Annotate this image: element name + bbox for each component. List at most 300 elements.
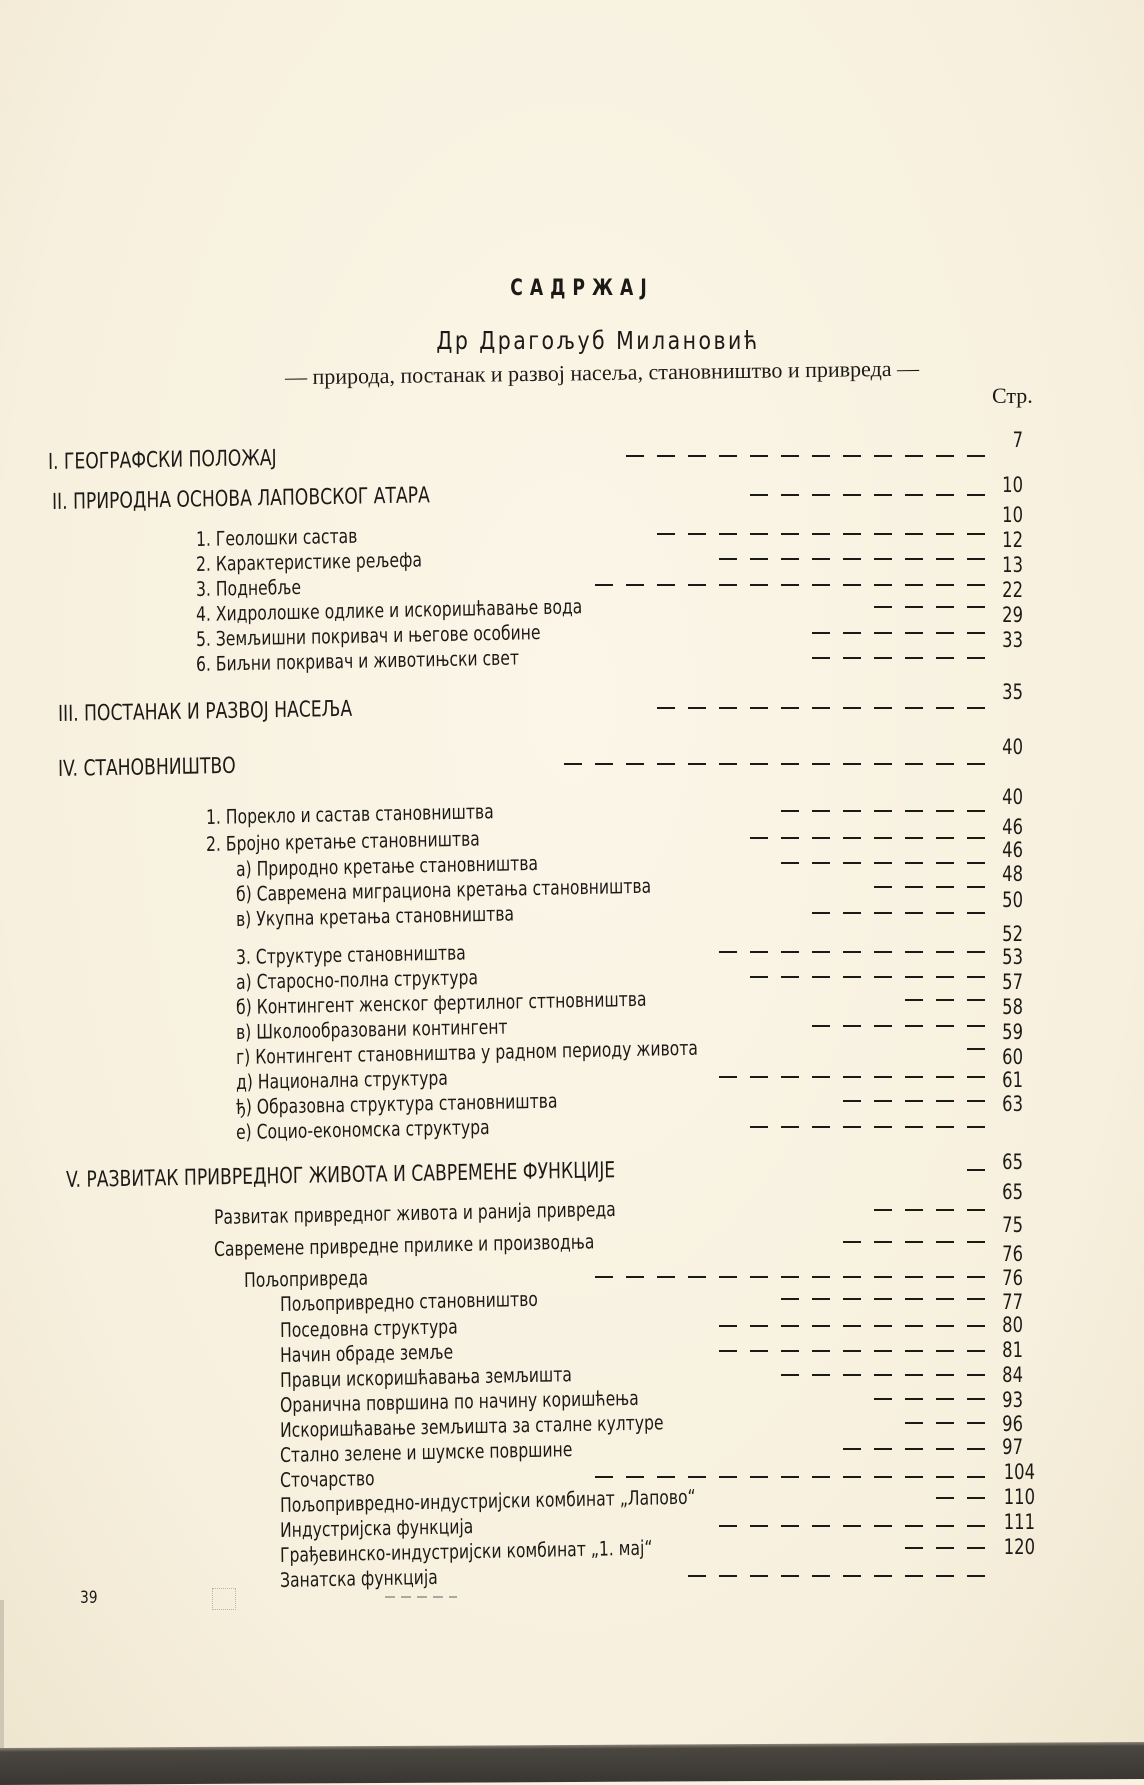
- leader-dash: [843, 837, 861, 839]
- toc-page-number: 75: [1002, 1213, 1023, 1237]
- leader-dash: [843, 533, 861, 535]
- leader-dash: [874, 763, 892, 765]
- leader-dash: [843, 1076, 861, 1078]
- leader-dash: [905, 455, 923, 457]
- leader-dash: [812, 1126, 830, 1128]
- leader-dash: [936, 1298, 954, 1300]
- toc-page-number: 12: [1002, 528, 1023, 552]
- toc-leader-dashes: [781, 1298, 985, 1300]
- leader-dash: [843, 1525, 861, 1527]
- toc-page-number: 84: [1002, 1363, 1023, 1387]
- toc-entry-label: 6. Биљни покривач и животињски свет: [195, 645, 520, 676]
- leader-dash: [750, 1325, 768, 1327]
- leader-dash: [781, 494, 799, 496]
- toc-entry-label: 1. Геолошки састав: [195, 523, 358, 551]
- leader-dash: [936, 1325, 954, 1327]
- toc-entry-label: V. РАЗВИТАК ПРИВРЕДНОГ ЖИВОТА И САВРЕМЕНЕ ФУНКЦИЈЕ: [65, 1158, 616, 1193]
- leader-dash: [967, 1525, 985, 1527]
- leader-dash: [843, 1325, 861, 1327]
- leader-dash: [905, 1241, 923, 1243]
- leader-dash: [936, 606, 954, 608]
- toc-page-number: 46: [1002, 838, 1023, 862]
- leader-dash: [874, 1575, 892, 1577]
- leader-dash: [905, 584, 923, 586]
- leader-dash: [688, 1476, 706, 1478]
- leader-dash: [812, 1076, 830, 1078]
- leader-dash: [781, 1374, 799, 1376]
- toc-entry-label: Поседовна структура: [279, 1314, 458, 1342]
- leader-dash: [936, 1100, 954, 1102]
- toc-page-number: 50: [1002, 888, 1023, 912]
- toc-leader-dashes: [781, 1374, 985, 1376]
- leader-dash: [874, 1350, 892, 1352]
- toc-page-number: 10: [1002, 473, 1023, 497]
- toc-entry-label: Правци искоришћавања земљишта: [279, 1362, 573, 1392]
- leader-dash: [905, 999, 923, 1001]
- page-edge: [0, 1600, 4, 1750]
- leader-dash: [781, 455, 799, 457]
- leader-dash: [812, 912, 830, 914]
- leader-dash: [657, 533, 675, 535]
- leader-dash: [626, 455, 644, 457]
- toc-entry-label: 2. Бројно кретање становништва: [205, 826, 480, 856]
- toc-entry-label: Развитак привредног живота и ранија привреда: [213, 1196, 616, 1229]
- leader-dash: [936, 951, 954, 953]
- leader-dash: [719, 1525, 737, 1527]
- leader-dash: [719, 1575, 737, 1577]
- toc-page-number: 60: [1002, 1045, 1023, 1069]
- leader-dash: [750, 1076, 768, 1078]
- leader-dash: [750, 558, 768, 560]
- leader-dash: [750, 951, 768, 953]
- toc-page-number: 61: [1002, 1068, 1023, 1092]
- leader-dash: [936, 1575, 954, 1577]
- leader-dash: [781, 1298, 799, 1300]
- leader-dash: [657, 1476, 675, 1478]
- leader-dash: [936, 1374, 954, 1376]
- toc-leader-dashes: [812, 1025, 985, 1027]
- toc-entry-label: в) Школообразовани контингент: [235, 1014, 508, 1044]
- leader-dash: [874, 1448, 892, 1450]
- leader-dash: [967, 912, 985, 914]
- leader-dash: [843, 1298, 861, 1300]
- toc-leader-dashes: [874, 606, 985, 608]
- leader-dash: [874, 951, 892, 953]
- leader-dash: [936, 999, 954, 1001]
- leader-dash: [936, 1350, 954, 1352]
- leader-dash: [936, 862, 954, 864]
- leader-dash: [781, 533, 799, 535]
- leader-dash: [874, 606, 892, 608]
- leader-dash: [812, 657, 830, 659]
- printer-mark: [212, 1588, 236, 1610]
- leader-dash: [967, 1476, 985, 1478]
- toc-page-number: 111: [1003, 1510, 1035, 1534]
- toc-page-number: 33: [1002, 628, 1023, 652]
- leader-dash: [719, 533, 737, 535]
- toc-entry: [196, 524, 358, 551]
- toc-entry: [244, 1266, 368, 1292]
- leader-dash: [750, 763, 768, 765]
- leader-dash: [750, 1276, 768, 1278]
- toc-entry: [236, 1115, 490, 1144]
- toc-leader-dashes: [719, 1350, 985, 1352]
- toc-leader-dashes: [750, 1126, 985, 1128]
- leader-dash: [874, 837, 892, 839]
- leader-dash: [905, 912, 923, 914]
- toc-page-number: 22: [1002, 578, 1023, 602]
- leader-dash: [967, 810, 985, 812]
- toc-entry-label: ђ) Образовна структура становништва: [235, 1088, 558, 1119]
- leader-dash: [750, 976, 768, 978]
- faint-dash-mark: [385, 1596, 457, 1598]
- toc-entry-label: 4. Хидролошке одлике и искоришћавање вода: [195, 594, 583, 626]
- leader-dash: [905, 657, 923, 659]
- leader-dash: [626, 1276, 644, 1278]
- leader-dash: [719, 951, 737, 953]
- toc-entry-label: 3. Структуре становништва: [235, 940, 466, 969]
- leader-dash: [781, 862, 799, 864]
- leader-dash: [719, 1350, 737, 1352]
- leader-dash: [688, 455, 706, 457]
- toc-leader-dashes: [750, 494, 985, 496]
- toc-entry-label: Пољопривредно становништво: [279, 1286, 539, 1316]
- leader-dash: [905, 1276, 923, 1278]
- leader-dash: [750, 584, 768, 586]
- toc-entry-label: Оранична површина по начину коришћења: [279, 1385, 639, 1417]
- leader-dash: [812, 558, 830, 560]
- leader-dash: [874, 810, 892, 812]
- leader-dash: [719, 455, 737, 457]
- leader-dash: [967, 763, 985, 765]
- leader-dash: [812, 763, 830, 765]
- leader-dash: [936, 1126, 954, 1128]
- leader-dash: [843, 494, 861, 496]
- toc-entry-label: I. ГЕОГРАФСКИ ПОЛОЖАЈ: [47, 445, 277, 475]
- leader-dash: [874, 1126, 892, 1128]
- leader-dash: [874, 584, 892, 586]
- toc-entry: [58, 754, 236, 782]
- leader-dash: [874, 1209, 892, 1211]
- leader-dash: [688, 533, 706, 535]
- leader-dash: [843, 976, 861, 978]
- toc-page-number: 77: [1002, 1290, 1023, 1314]
- leader-dash: [657, 455, 675, 457]
- leader-dash: [936, 1209, 954, 1211]
- leader-dash: [626, 584, 644, 586]
- leader-dash: [750, 455, 768, 457]
- leader-dash: [812, 632, 830, 634]
- toc-entry: [236, 965, 478, 994]
- toc-page-number: 97: [1002, 1435, 1023, 1459]
- leader-dash: [936, 886, 954, 888]
- leader-dash: [812, 976, 830, 978]
- toc-entry-label: Занатска функција: [279, 1564, 438, 1592]
- leader-dash: [905, 1448, 923, 1450]
- leader-dash: [657, 763, 675, 765]
- leader-dash: [843, 1276, 861, 1278]
- leader-dash: [843, 1241, 861, 1243]
- leader-dash: [781, 976, 799, 978]
- leader-dash: [750, 533, 768, 535]
- leader-dash: [874, 1025, 892, 1027]
- leader-dash: [967, 707, 985, 709]
- leader-dash: [874, 886, 892, 888]
- leader-dash: [781, 1350, 799, 1352]
- leader-dash: [812, 862, 830, 864]
- leader-dash: [688, 707, 706, 709]
- leader-dash: [719, 763, 737, 765]
- leader-dash: [781, 763, 799, 765]
- toc-entry: [280, 1314, 458, 1342]
- leader-dash: [905, 1325, 923, 1327]
- subtitle: — природа, постанак и развој насеља, становништво и привреда —: [284, 355, 920, 390]
- leader-dash: [905, 1525, 923, 1527]
- leader-dash: [719, 584, 737, 586]
- leader-dash: [750, 1476, 768, 1478]
- leader-dash: [905, 810, 923, 812]
- toc-leader-dashes: [719, 558, 985, 560]
- leader-dash: [750, 1350, 768, 1352]
- page-number: 39: [80, 1588, 98, 1608]
- toc-page-number: 65: [1002, 1180, 1023, 1204]
- toc-entry-label: Пољопривреда: [243, 1265, 369, 1292]
- leader-dash: [936, 494, 954, 496]
- toc-entry-label: Пољопривредно-индустријски комбинат „Лапово“: [279, 1484, 696, 1517]
- leader-dash: [936, 1422, 954, 1424]
- leader-dash: [781, 951, 799, 953]
- toc-leader-dashes: [595, 1476, 985, 1478]
- leader-dash: [874, 1525, 892, 1527]
- leader-dash: [719, 1325, 737, 1327]
- leader-dash: [688, 1575, 706, 1577]
- leader-dash: [843, 558, 861, 560]
- leader-dash: [843, 1126, 861, 1128]
- leader-dash: [905, 1374, 923, 1376]
- leader-dash: [936, 1398, 954, 1400]
- leader-dash: [874, 1076, 892, 1078]
- toc-entry: [280, 1466, 375, 1492]
- leader-dash: [905, 862, 923, 864]
- toc-page-number: 40: [1002, 735, 1023, 759]
- toc-entry-label: г) Контингент становништва у радном периоду живота: [235, 1035, 699, 1069]
- toc-page-number: 52: [1002, 922, 1023, 946]
- toc-entry-label: Грађевинско-индустријски комбинат „1. мај“: [279, 1535, 653, 1567]
- leader-dash: [843, 951, 861, 953]
- leader-dash: [843, 912, 861, 914]
- toc-page-number: 40: [1002, 785, 1023, 809]
- page-title: САДРЖАЈ: [510, 276, 654, 301]
- leader-dash: [781, 584, 799, 586]
- leader-dash: [843, 1100, 861, 1102]
- leader-dash: [874, 558, 892, 560]
- leader-dash: [967, 657, 985, 659]
- leader-dash: [936, 584, 954, 586]
- toc-entry-label: б) Контингент женског фертилног сттновништва: [235, 986, 647, 1019]
- leader-dash: [657, 1276, 675, 1278]
- toc-entry-label: Савремене привредне прилике и производња: [213, 1229, 595, 1261]
- toc-page-number: 104: [1003, 1460, 1035, 1484]
- toc-page-number: 57: [1002, 970, 1023, 994]
- toc-entry-label: IV. СТАНОВНИШТВО: [57, 753, 236, 782]
- toc-entry-label: 5. Земљишни покривач и његове особине: [195, 620, 541, 651]
- toc-page-number: 59: [1002, 1020, 1023, 1044]
- leader-dash: [874, 1241, 892, 1243]
- toc-page-number: 58: [1002, 995, 1023, 1019]
- leader-dash: [905, 837, 923, 839]
- leader-dash: [905, 886, 923, 888]
- toc-page-number: 13: [1002, 553, 1023, 577]
- toc-entry: [280, 1340, 453, 1367]
- leader-dash: [874, 657, 892, 659]
- toc-entry-label: II. ПРИРОДНА ОСНОВА ЛАПОВСКОГ АТАРА: [51, 483, 430, 515]
- leader-dash: [874, 1398, 892, 1400]
- leader-dash: [967, 1575, 985, 1577]
- leader-dash: [781, 707, 799, 709]
- leader-dash: [967, 1497, 985, 1499]
- toc-page-number: 96: [1002, 1412, 1023, 1436]
- toc-entry-label: III. ПОСТАНАК И РАЗВОЈ НАСЕЉА: [57, 696, 353, 727]
- leader-dash: [905, 1100, 923, 1102]
- toc-leader-dashes: [812, 912, 985, 914]
- leader-dash: [967, 1209, 985, 1211]
- leader-dash: [905, 1298, 923, 1300]
- toc-leader-dashes: [905, 1422, 985, 1424]
- leader-dash: [812, 1476, 830, 1478]
- leader-dash: [905, 707, 923, 709]
- leader-dash: [874, 1476, 892, 1478]
- leader-dash: [719, 1276, 737, 1278]
- leader-dash: [812, 810, 830, 812]
- toc-leader-dashes: [688, 1575, 985, 1577]
- leader-dash: [750, 1575, 768, 1577]
- leader-dash: [812, 951, 830, 953]
- toc-page-number: 76: [1002, 1242, 1023, 1266]
- leader-dash: [936, 558, 954, 560]
- toc-page-number: 80: [1002, 1313, 1023, 1337]
- leader-dash: [719, 558, 737, 560]
- toc-entry-label: Индустријска функција: [279, 1514, 474, 1542]
- toc-entry-label: Искоришћавање земљишта за сталне културе: [279, 1410, 664, 1442]
- leader-dash: [874, 1298, 892, 1300]
- leader-dash: [936, 533, 954, 535]
- leader-dash: [967, 455, 985, 457]
- toc-leader-dashes: [781, 810, 985, 812]
- leader-dash: [750, 707, 768, 709]
- leader-dash: [781, 1325, 799, 1327]
- leader-dash: [595, 763, 613, 765]
- leader-dash: [843, 810, 861, 812]
- toc-leader-dashes: [874, 886, 985, 888]
- leader-dash: [781, 1575, 799, 1577]
- leader-dash: [812, 584, 830, 586]
- toc-leader-dashes: [626, 455, 985, 457]
- leader-dash: [905, 763, 923, 765]
- toc-page-number: 48: [1002, 862, 1023, 886]
- toc-entry-label: Начин обраде земље: [279, 1339, 454, 1367]
- leader-dash: [781, 1476, 799, 1478]
- leader-dash: [905, 1575, 923, 1577]
- toc-leader-dashes: [905, 999, 985, 1001]
- leader-dash: [657, 707, 675, 709]
- leader-dash: [812, 1325, 830, 1327]
- leader-dash: [595, 1276, 613, 1278]
- leader-dash: [719, 707, 737, 709]
- leader-dash: [936, 1448, 954, 1450]
- leader-dash: [843, 455, 861, 457]
- toc-leader-dashes: [750, 837, 985, 839]
- leader-dash: [781, 1276, 799, 1278]
- toc-page-number: 93: [1002, 1388, 1023, 1412]
- leader-dash: [874, 632, 892, 634]
- leader-dash: [874, 1100, 892, 1102]
- leader-dash: [905, 558, 923, 560]
- leader-dash: [936, 1525, 954, 1527]
- leader-dash: [719, 1476, 737, 1478]
- leader-dash: [843, 1374, 861, 1376]
- leader-dash: [905, 1076, 923, 1078]
- toc-leader-dashes: [719, 1076, 985, 1078]
- toc-page-number: 29: [1002, 603, 1023, 627]
- toc-entry: [48, 446, 277, 475]
- leader-dash: [905, 1350, 923, 1352]
- leader-dash: [905, 1209, 923, 1211]
- leader-dash: [905, 1547, 923, 1549]
- leader-dash: [595, 1476, 613, 1478]
- toc-leader-dashes: [719, 951, 985, 953]
- leader-dash: [905, 1476, 923, 1478]
- leader-dash: [781, 837, 799, 839]
- leader-dash: [905, 533, 923, 535]
- leader-dash: [936, 1276, 954, 1278]
- leader-dash: [905, 1126, 923, 1128]
- leader-dash: [812, 1575, 830, 1577]
- leader-dash: [781, 1076, 799, 1078]
- toc-entry: [196, 547, 422, 576]
- leader-dash: [905, 606, 923, 608]
- toc-entry: [236, 940, 466, 969]
- toc-leader-dashes: [719, 1325, 985, 1327]
- leader-dash: [936, 837, 954, 839]
- leader-dash: [874, 912, 892, 914]
- toc-entry: [280, 1514, 474, 1542]
- toc-entry-label: б) Савремена миграциона кретања становништва: [235, 873, 652, 906]
- toc-leader-dashes: [657, 533, 985, 535]
- leader-dash: [905, 1398, 923, 1400]
- leader-dash: [936, 707, 954, 709]
- leader-dash: [936, 976, 954, 978]
- leader-dash: [781, 558, 799, 560]
- leader-dash: [626, 1476, 644, 1478]
- leader-dash: [874, 455, 892, 457]
- leader-dash: [843, 584, 861, 586]
- leader-dash: [750, 837, 768, 839]
- leader-dash: [874, 1374, 892, 1376]
- toc-page-number: 110: [1003, 1485, 1035, 1509]
- toc-leader-dashes: [719, 1525, 985, 1527]
- leader-dash: [781, 810, 799, 812]
- leader-dash: [936, 1076, 954, 1078]
- toc-leader-dashes: [564, 763, 985, 765]
- page-column-label: Стр.: [992, 383, 1033, 408]
- toc-entry-label: Сточарство: [279, 1466, 375, 1492]
- toc-leader-dashes: [595, 584, 985, 586]
- toc-entry-label: Стално зелене и шумске површине: [279, 1437, 573, 1467]
- toc-leader-dashes: [936, 1497, 985, 1499]
- toc-page-number: 76: [1002, 1266, 1023, 1290]
- toc-page-number: 65: [1002, 1150, 1023, 1174]
- leader-dash: [595, 584, 613, 586]
